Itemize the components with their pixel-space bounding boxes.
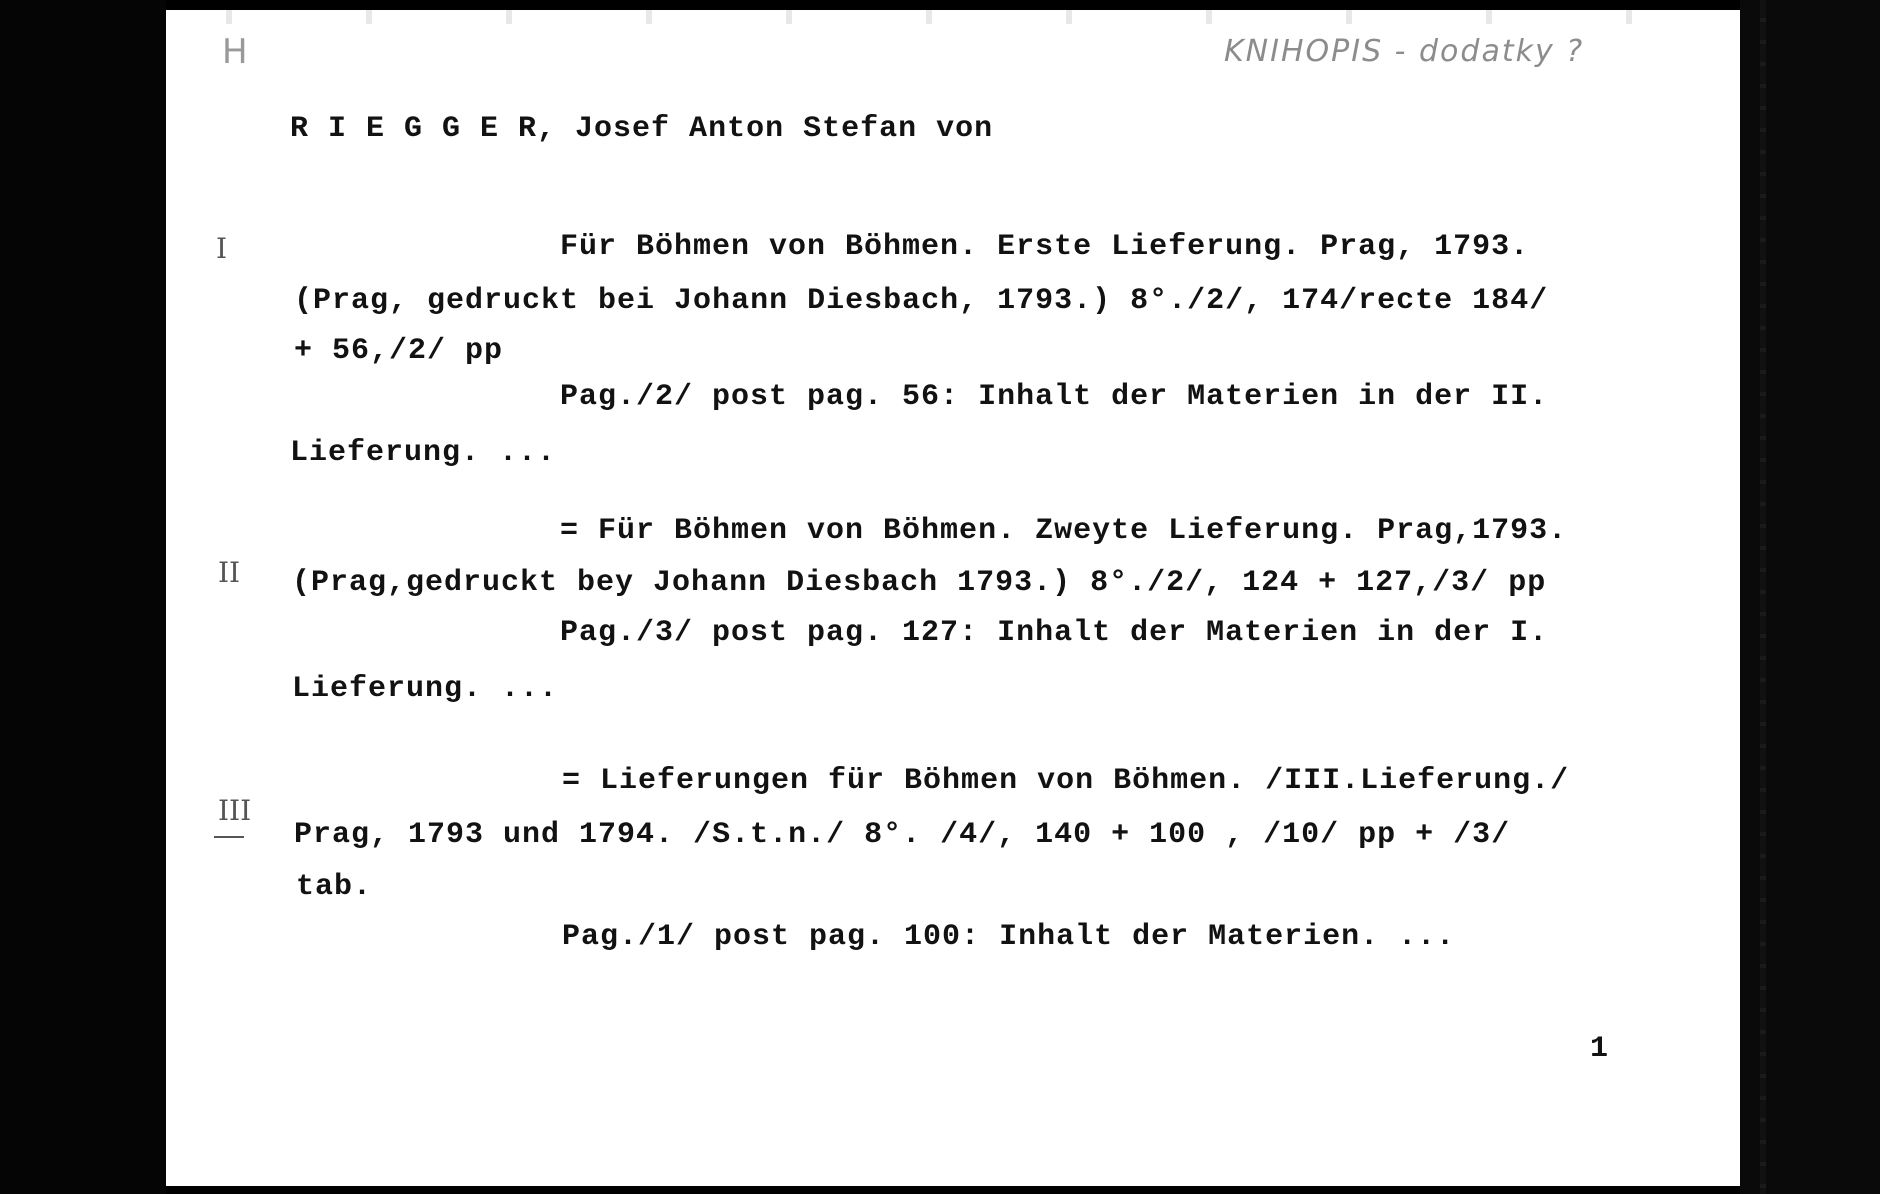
corner-mark: H: [222, 32, 248, 72]
entry-3-collation: tab.: [296, 870, 373, 904]
margin-mark-i: I: [216, 232, 228, 265]
entry-1-note-cont: Lieferung. ...: [290, 436, 557, 470]
handwritten-note: KNIHOPIS - dodatky ?: [1224, 34, 1585, 69]
film-margin-right: [1740, 0, 1880, 1194]
entry-1-imprint: (Prag, gedruckt bei Johann Diesbach, 1793.) 8°./2/, 174/recte 184/: [294, 284, 1549, 318]
margin-dash: [214, 836, 244, 838]
entry-2-imprint: (Prag,gedruckt bey Johann Diesbach 1793.) 8°./2/, 124 + 127,/3/ pp: [292, 566, 1547, 600]
catalog-card: [166, 10, 1740, 1186]
entry-3-note: Pag./1/ post pag. 100: Inhalt der Materien. ...: [562, 920, 1456, 954]
page-number: 1: [1590, 1032, 1610, 1066]
margin-mark-iii: III: [218, 794, 252, 827]
entry-1-note: Pag./2/ post pag. 56: Inhalt der Materien in der II.: [560, 380, 1549, 414]
entry-2-title: = Für Böhmen von Böhmen. Zweyte Lieferung. Prag,1793.: [560, 514, 1568, 548]
entry-1-collation: + 56,/2/ pp: [294, 334, 504, 368]
entry-1-title: Für Böhmen von Böhmen. Erste Lieferung. Prag, 1793.: [560, 230, 1530, 264]
film-margin-left: [0, 0, 166, 1194]
entry-3-title: = Lieferungen für Böhmen von Böhmen. /III.Lieferung./: [562, 764, 1570, 798]
entry-2-note-cont: Lieferung. ...: [292, 672, 559, 706]
entry-2-note: Pag./3/ post pag. 127: Inhalt der Materien in der I.: [560, 616, 1549, 650]
entry-3-imprint: Prag, 1793 und 1794. /S.t.n./ 8°. /4/, 140 + 100 , /10/ pp + /3/: [294, 818, 1511, 852]
margin-mark-ii: II: [218, 556, 241, 589]
author-heading: R I E G G E R, Josef Anton Stefan von: [290, 112, 994, 146]
